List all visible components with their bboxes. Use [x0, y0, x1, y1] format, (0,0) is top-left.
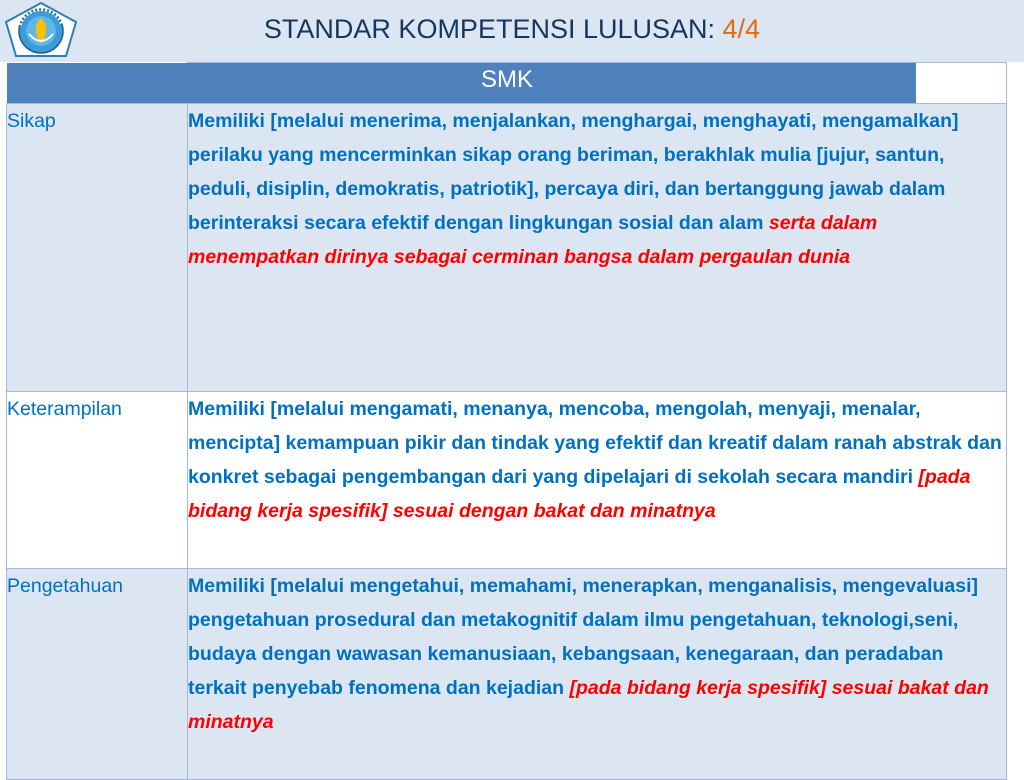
content-text: Memiliki [melalui mengamati, menanya, mencoba, mengolah, menyaji, menalar, mencipta] kemampuan pikir dan tindak yang efektif dan kreatif dalam ranah abstrak dan konkret sebagai pengembangan dari yang dipelajari di sekolah secara mandiri	[188, 398, 1002, 488]
content-text: Memiliki [melalui menerima, menjalankan, menghargai, menghayati, mengamalkan] perilaku yang mencerminkan sikap orang beriman, berakhlak mulia [jujur, santun, peduli, disiplin, demokratis, patriotik], percaya diri, dan bertanggung jawab dalam berinteraksi secara efektif dengan lingkungan sosial dan alam	[188, 110, 959, 234]
row-content-keterampilan	[188, 392, 1007, 569]
row-label-sikap: Sikap	[7, 104, 188, 392]
row-content-pengetahuan	[188, 569, 1007, 780]
row-label-pengetahuan: Pengetahuan	[7, 569, 188, 780]
content-emphasis: [pada bidang kerja spesifik] sesuai dengan bakat dan minatnya	[188, 466, 971, 522]
slide-title	[0, 14, 1024, 45]
row-label-keterampilan: Keterampilan	[7, 392, 188, 569]
title-text: STANDAR KOMPETENSI LULUSAN:	[263, 14, 716, 44]
table-row	[7, 104, 1007, 392]
competency-table	[6, 62, 1007, 780]
row-content-sikap	[188, 104, 1007, 392]
content-emphasis: [pada bidang kerja spesifik] sesuai bakat dan minatnya	[188, 677, 989, 733]
content-emphasis: serta dalam menempatkan dirinya sebagai cerminan bangsa dalam pergaulan dunia	[188, 212, 878, 268]
page-indicator: 4/4	[722, 14, 761, 44]
slide-header	[0, 0, 1024, 62]
content-text: Memiliki [melalui mengetahui, memahami, menerapkan, menganalisis, mengevaluasi] pengetahuan prosedural dan metakognitif dalam ilmu pengetahuan, teknologi,seni, budaya dengan wawasan kemanusiaan, kebangsaan, kenegaraan, dan peradaban terkait penyebab fenomena dan kejadian	[188, 575, 979, 699]
column-header-smk: SMK	[98, 63, 917, 104]
table-row	[7, 392, 1007, 569]
table-row	[7, 569, 1007, 780]
